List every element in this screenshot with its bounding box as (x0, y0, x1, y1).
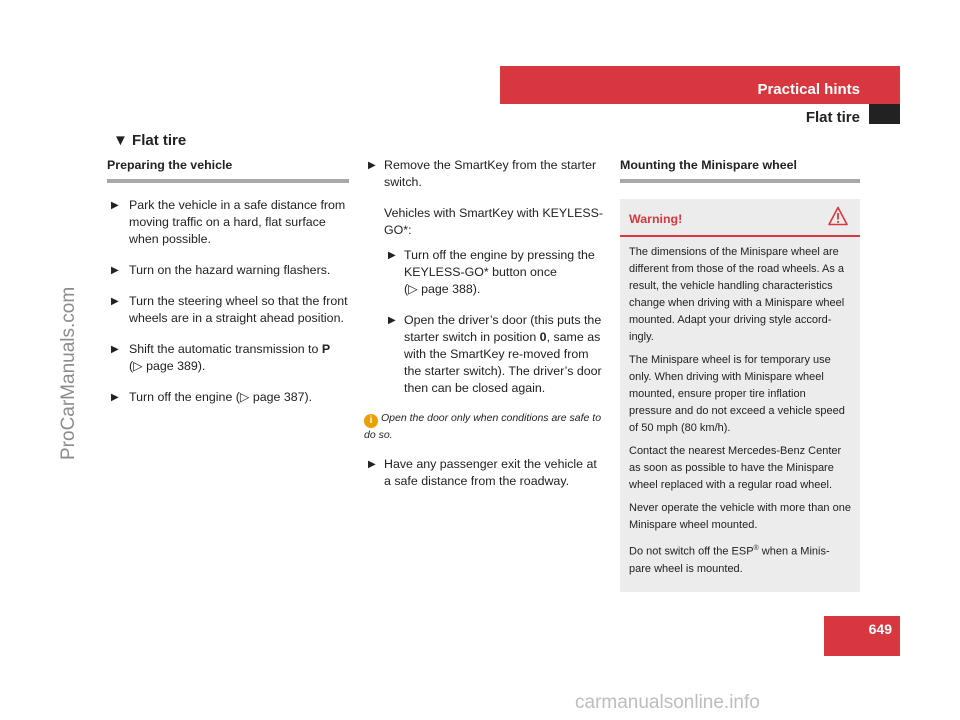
step-remove-smartkey (364, 157, 606, 191)
gear-position-key: P (321, 342, 331, 356)
warning-title: Warning! (629, 212, 683, 226)
side-watermark: ProCarManuals.com (58, 286, 79, 460)
step-park (107, 197, 349, 248)
step-engine-off (107, 389, 349, 406)
page-reference: (▷ page 389). (129, 359, 206, 373)
header-subsection-title: Flat tire (805, 109, 860, 126)
column-preparing (107, 157, 349, 420)
step-arrow-icon: ▶ (388, 315, 396, 326)
step-hazard (107, 262, 349, 279)
step-text: , same as with the SmartKey re-moved from the starter switch). The driver’s door then can be closed again. (404, 330, 602, 395)
column-smartkey (364, 157, 606, 504)
warning-header (620, 199, 860, 237)
step-arrow-icon: ▶ (111, 200, 119, 211)
step-passengers-exit (364, 456, 606, 490)
section-title-text: Flat tire (132, 132, 187, 149)
registered-mark: ® (753, 545, 759, 552)
step-steering (107, 293, 349, 327)
step-arrow-icon: ▶ (111, 392, 119, 403)
warning-paragraph-esp (629, 540, 851, 578)
warning-triangle-icon (828, 206, 848, 226)
substep-press-button (384, 247, 606, 298)
header-marker-block (869, 104, 900, 124)
step-text: Remove the SmartKey from the starter switch. (384, 158, 597, 189)
heading-mounting-minispare: Mounting the Minispare wheel (620, 157, 860, 183)
substep-open-door (384, 312, 606, 397)
warning-paragraph: The dimensions of the Minispare wheel are different from those of the road wheels. As a result, the vehicle handling characteristics change when driving with a Minispare wheel mounted. Adapt your driving style accord-ingly. (629, 246, 845, 343)
warning-body (620, 237, 860, 592)
warning-paragraph: The Minispare wheel is for temporary use only. When driving with Minispare wheel mounted, ensure proper tire inflation pressure and do not exceed a vehicle speed of 50 mph (80 km/h). (629, 354, 845, 434)
column-minispare (620, 157, 860, 592)
step-text: Turn the steering wheel so that the front wheels are in a straight ahead position. (129, 294, 348, 325)
step-text: Have any passenger exit the vehicle at a safe distance from the roadway. (384, 457, 597, 488)
warning-text: when a Minis-pare wheel is mounted. (629, 545, 830, 575)
header-section-title: Practical hints (757, 81, 860, 98)
step-arrow-icon: ▶ (368, 160, 376, 171)
step-text: Turn on the hazard warning flashers. (129, 263, 331, 277)
info-text: Open the door only when conditions are safe to do so. (364, 412, 602, 441)
step-text: Open the driver’s door (this puts the starter switch in position (404, 313, 602, 344)
warning-text: Do not switch off the ESP (629, 545, 754, 558)
warning-box (620, 199, 860, 592)
step-arrow-icon: ▶ (368, 459, 376, 470)
step-text: Shift the automatic transmission to (129, 342, 322, 356)
info-note (364, 411, 606, 442)
step-arrow-icon: ▶ (111, 344, 119, 355)
page-number: 649 (868, 621, 892, 637)
step-arrow-icon: ▶ (111, 265, 119, 276)
step-transmission (107, 341, 349, 375)
heading-preparing-vehicle: Preparing the vehicle (107, 157, 349, 183)
info-icon: i (364, 414, 378, 428)
step-text: Turn off the engine (▷ page 387). (129, 390, 313, 404)
keyless-note: Vehicles with SmartKey with KEYLESS-GO*: (384, 206, 603, 237)
section-title (113, 132, 186, 149)
keyless-substeps (364, 247, 606, 397)
warning-paragraph: Never operate the vehicle with more than one Minispare wheel mounted. (629, 502, 851, 531)
page-reference: (▷ page 388). (404, 282, 481, 296)
footer-watermark: carmanualsonline.info (575, 692, 760, 713)
step-arrow-icon: ▶ (388, 250, 396, 261)
switch-position-key: 0 (539, 330, 547, 344)
step-arrow-icon: ▶ (111, 296, 119, 307)
step-text: Turn off the engine by pressing the KEYLESS-GO* button once (404, 248, 595, 279)
triangle-marker-icon: ▼ (113, 132, 128, 149)
warning-paragraph: Contact the nearest Mercedes-Benz Center as soon as possible to have the Minispare wheel replaced with a regular road wheel. (629, 445, 842, 491)
step-text: Park the vehicle in a safe distance from moving traffic on a hard, flat surface when possible. (129, 198, 346, 246)
